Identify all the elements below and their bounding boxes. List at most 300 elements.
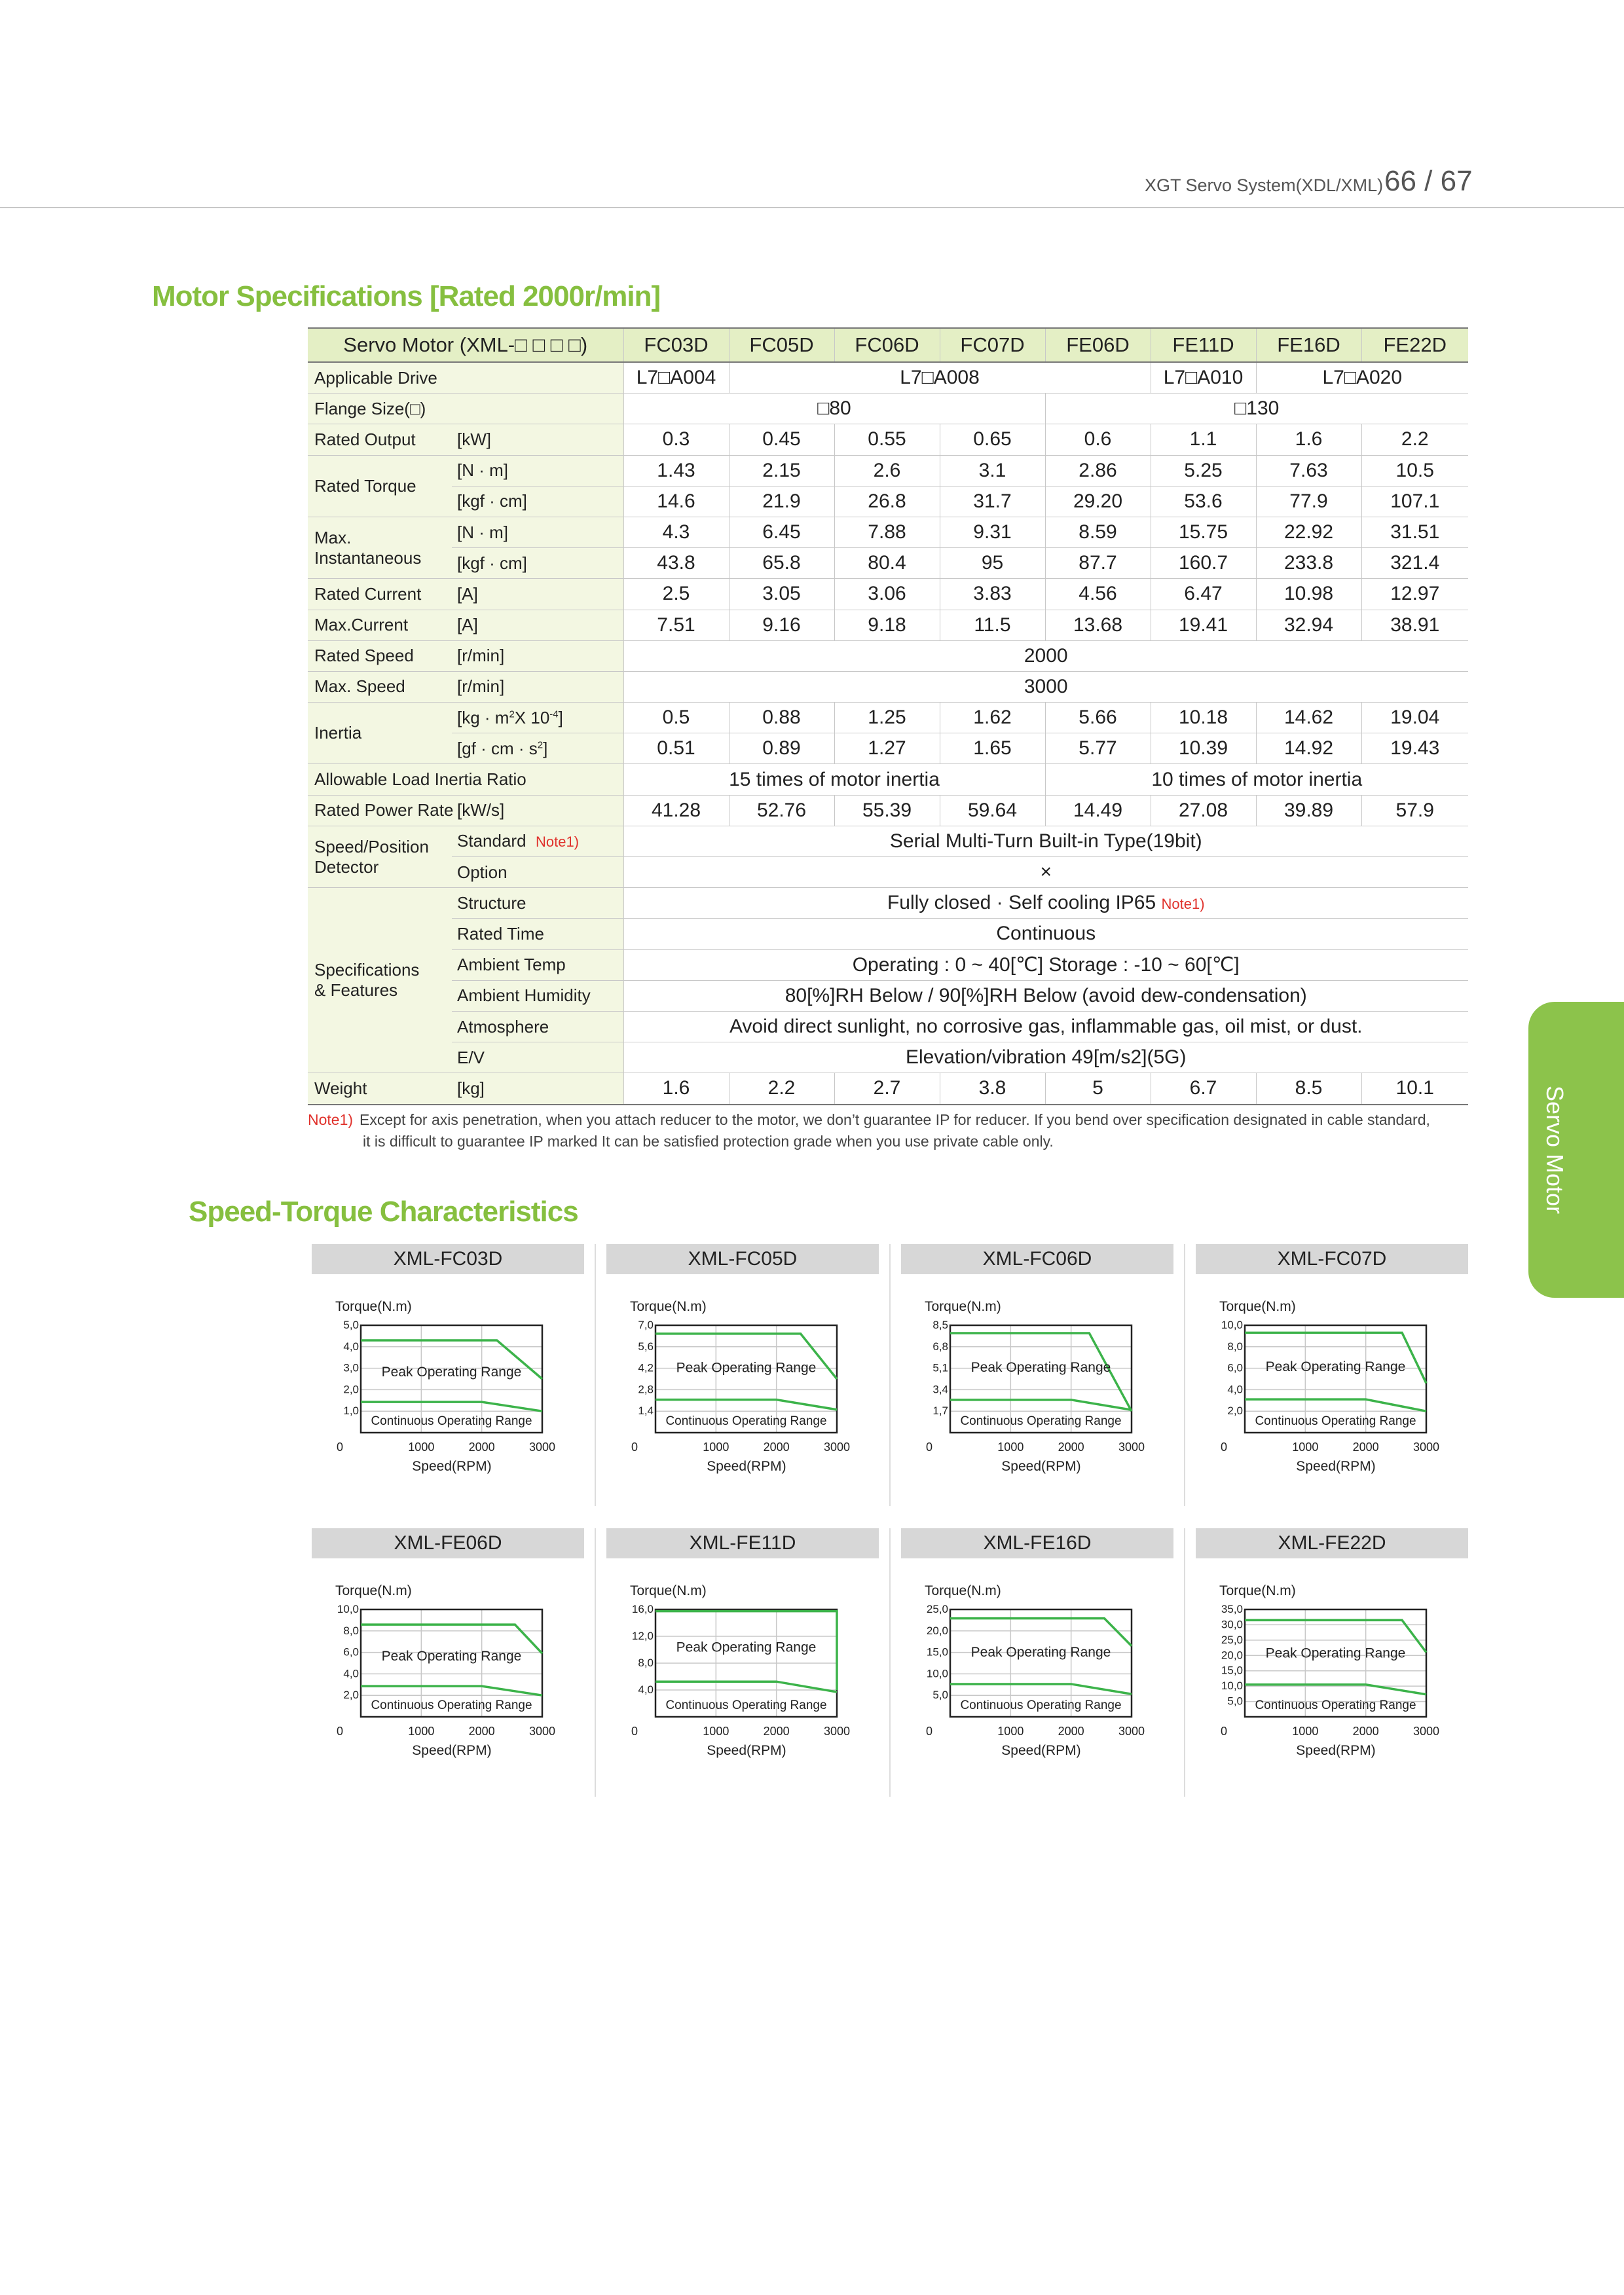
cell: 14.49: [1045, 795, 1151, 826]
footnote-line: Except for axis penetration, when you attach reducer to the motor, we don’t guarantee IP for reducer. If you bend over specification designated in cable standard,: [360, 1111, 1430, 1128]
y-axis-label: Torque(N.m): [335, 1299, 412, 1314]
x-axis-label: Speed(RPM): [1001, 1743, 1081, 1758]
continuous-range-label: Continuous Operating Range: [1255, 1698, 1416, 1712]
model-header: FE06D: [1045, 328, 1151, 362]
x-tick-label: 1000: [408, 1441, 435, 1454]
servo-motor-header: Servo Motor (XML-□ □ □ □): [308, 328, 623, 362]
cell: 6.7: [1151, 1073, 1256, 1105]
cell: 1.6: [623, 1073, 729, 1105]
cell: 21.9: [729, 486, 834, 517]
chart-title: XML-FE22D: [1196, 1528, 1468, 1558]
cell: 15 times of motor inertia: [623, 764, 1045, 795]
label-line: Instantaneous: [314, 547, 422, 568]
x-tick-label: 2000: [468, 1441, 495, 1454]
y-tick-label: 10,0: [337, 1603, 359, 1615]
continuous-range-label: Continuous Operating Range: [665, 1414, 827, 1428]
x-tick-label: 0: [925, 1441, 933, 1454]
cell: 13.68: [1045, 610, 1151, 640]
cell: 41.28: [623, 795, 729, 826]
cell: 59.64: [940, 795, 1045, 826]
cell: 0.45: [729, 424, 834, 455]
continuous-curve: [950, 1400, 1132, 1410]
cell: 39.89: [1256, 795, 1361, 826]
cell: 31.7: [940, 486, 1045, 517]
y-tick-label: 8,0: [1227, 1340, 1243, 1353]
cell: 1.27: [834, 733, 940, 764]
cell: 9.18: [834, 610, 940, 640]
cell: 14.92: [1256, 733, 1361, 764]
x-tick-label: 1000: [408, 1725, 435, 1738]
cell: 4.3: [623, 517, 729, 547]
x-tick-label: 0: [631, 1441, 638, 1454]
cell: 15.75: [1151, 517, 1256, 547]
x-tick-label: 3000: [1412, 1725, 1440, 1738]
cell: 0.55: [834, 424, 940, 455]
speed-torque-chart: [901, 1528, 1173, 1803]
row-label: Rated Current: [308, 579, 452, 610]
unit: [N · m]: [452, 517, 623, 547]
row-label: Rated Power Rate: [308, 795, 452, 826]
cell: 2.6: [834, 455, 940, 486]
cell: 10.5: [1361, 455, 1468, 486]
cell: 3.05: [729, 579, 834, 610]
y-tick-label: 15,0: [926, 1645, 948, 1659]
cell: L7□A004: [623, 362, 729, 394]
atmosphere-row: [308, 1011, 1468, 1042]
cell: 321.4: [1361, 548, 1468, 579]
cell: 3.06: [834, 579, 940, 610]
y-tick-label: 2,0: [343, 1383, 359, 1396]
cell: 80.4: [834, 548, 940, 579]
cell: 5.77: [1045, 733, 1151, 764]
cell: 2.86: [1045, 455, 1151, 486]
rated-speed-row: [308, 640, 1468, 671]
rated-torque-row: [308, 455, 1468, 486]
cell: 87.7: [1045, 548, 1151, 579]
cell: 14.6: [623, 486, 729, 517]
y-tick-label: 4,2: [638, 1361, 654, 1374]
row-label: Max.Current: [308, 610, 452, 640]
max-current-row: [308, 610, 1468, 640]
spec-section-title: Motor Specifications [Rated 2000r/min]: [152, 280, 661, 312]
x-tick-label: 3000: [1118, 1725, 1145, 1738]
unit: E/V: [452, 1042, 623, 1073]
speed-torque-chart: [901, 1244, 1173, 1519]
max-speed-row: [308, 671, 1468, 702]
y-axis-label: Torque(N.m): [1219, 1299, 1296, 1314]
rated-output-row: [308, 424, 1468, 455]
unit: Ambient Temp: [452, 949, 623, 980]
column-divider: [889, 1528, 891, 1797]
cell: 4.56: [1045, 579, 1151, 610]
cell: 0.51: [623, 733, 729, 764]
y-tick-label: 1,0: [343, 1405, 359, 1418]
cell: 2.5: [623, 579, 729, 610]
label-line: Speed/Position: [314, 836, 429, 856]
rated-current-row: [308, 579, 1468, 610]
x-axis-label: Speed(RPM): [412, 1743, 492, 1758]
cell: □130: [1045, 394, 1468, 424]
unit: Rated Time: [452, 919, 623, 949]
y-axis-label: Torque(N.m): [335, 1583, 412, 1598]
unit: Option: [452, 857, 623, 888]
cell: 8.5: [1256, 1073, 1361, 1105]
speed-torque-chart: [312, 1244, 584, 1519]
unit: Ambient Humidity: [452, 980, 623, 1011]
y-tick-label: 3,0: [343, 1361, 359, 1374]
cell: L7□A008: [729, 362, 1151, 394]
cell: 0.65: [940, 424, 1045, 455]
speed-torque-chart: [1196, 1244, 1468, 1519]
humidity-row: [308, 980, 1468, 1011]
cell: 7.51: [623, 610, 729, 640]
x-axis-label: Speed(RPM): [1296, 1459, 1376, 1474]
cell: Operating : 0 ~ 40[℃] Storage : -10 ~ 60[℃]: [623, 949, 1468, 980]
label-line: Specifications: [314, 960, 420, 980]
rated-torque-kgf-row: [308, 486, 1468, 517]
y-tick-label: 8,5: [932, 1319, 948, 1331]
cell: 19.41: [1151, 610, 1256, 640]
continuous-range-label: Continuous Operating Range: [665, 1698, 827, 1712]
cell: 9.31: [940, 517, 1045, 547]
cell: 1.25: [834, 703, 940, 733]
continuous-curve: [361, 1686, 542, 1695]
y-axis-label: Torque(N.m): [630, 1299, 707, 1314]
peak-range-label: Peak Operating Range: [676, 1360, 817, 1376]
cell: 1.65: [940, 733, 1045, 764]
continuous-curve: [655, 1400, 837, 1410]
cell: 14.62: [1256, 703, 1361, 733]
header-system-title: XGT Servo System(XDL/XML): [1145, 175, 1384, 195]
peak-range-label: Peak Operating Range: [1265, 1645, 1406, 1661]
y-tick-label: 12,0: [631, 1630, 654, 1642]
ev-row: [308, 1042, 1468, 1073]
y-tick-label: 2,0: [343, 1689, 359, 1702]
x-tick-label: 0: [336, 1441, 344, 1454]
unit: Atmosphere: [452, 1011, 623, 1042]
spec-header-row: [308, 328, 1468, 362]
y-tick-label: 3,4: [932, 1383, 948, 1396]
unit: [kgf · cm]: [452, 486, 623, 517]
x-tick-label: 3000: [823, 1441, 851, 1454]
y-tick-label: 6,8: [932, 1340, 948, 1353]
x-tick-label: 1000: [703, 1725, 729, 1738]
cell: 9.16: [729, 610, 834, 640]
cell: 10.98: [1256, 579, 1361, 610]
x-tick-label: 1000: [1292, 1441, 1319, 1454]
inertia-row: [308, 703, 1468, 733]
label-line: Detector: [314, 856, 379, 877]
model-header: FC07D: [940, 328, 1045, 362]
spec-table: [308, 327, 1468, 1105]
continuous-range-label: Continuous Operating Range: [371, 1698, 532, 1712]
power-rate-row: [308, 795, 1468, 826]
x-tick-label: 2000: [763, 1441, 790, 1454]
cell: 3.83: [940, 579, 1045, 610]
unit: [N · m]: [452, 455, 623, 486]
cell: 2.15: [729, 455, 834, 486]
y-tick-label: 5,0: [343, 1319, 359, 1331]
model-header: FC03D: [623, 328, 729, 362]
cell: 10 times of motor inertia: [1045, 764, 1468, 795]
header-rule: [0, 207, 1624, 208]
x-tick-label: 3000: [1118, 1441, 1145, 1454]
column-divider: [889, 1244, 891, 1506]
cell: 7.63: [1256, 455, 1361, 486]
structure-row: [308, 888, 1468, 919]
peak-range-label: Peak Operating Range: [1265, 1359, 1406, 1375]
cell: 52.76: [729, 795, 834, 826]
cell: 32.94: [1256, 610, 1361, 640]
cell: 10.39: [1151, 733, 1256, 764]
cell: 233.8: [1256, 548, 1361, 579]
cell: 2.2: [729, 1073, 834, 1105]
x-tick-label: 3000: [528, 1441, 556, 1454]
continuous-range-label: Continuous Operating Range: [371, 1414, 532, 1428]
cell: 10.18: [1151, 703, 1256, 733]
cell: 77.9: [1256, 486, 1361, 517]
y-tick-label: 5,0: [1227, 1695, 1243, 1708]
label-line: & Features: [314, 980, 398, 1001]
cell: □80: [623, 394, 1045, 424]
cell: 107.1: [1361, 486, 1468, 517]
unit: [kgf · cm]: [452, 548, 623, 579]
x-tick-label: 3000: [1412, 1441, 1440, 1454]
cell: Serial Multi-Turn Built-in Type(19bit): [623, 826, 1468, 856]
y-tick-label: 20,0: [926, 1624, 948, 1637]
cell: Continuous: [623, 919, 1468, 949]
y-tick-label: 2,0: [1227, 1405, 1243, 1418]
chart-plot: [901, 1558, 1173, 1803]
max-instantaneous-kgf-row: [308, 548, 1468, 579]
model-header: FE16D: [1256, 328, 1361, 362]
cell: 11.5: [940, 610, 1045, 640]
x-tick-label: 2000: [1058, 1441, 1084, 1454]
continuous-curve: [950, 1684, 1132, 1694]
curves-section-title: Speed-Torque Characteristics: [189, 1196, 578, 1228]
speed-torque-chart: [606, 1244, 879, 1519]
model-header: FE22D: [1361, 328, 1468, 362]
x-tick-label: 2000: [763, 1725, 790, 1738]
y-tick-label: 5,6: [638, 1340, 654, 1353]
unit: [A]: [452, 579, 623, 610]
cell: 0.3: [623, 424, 729, 455]
x-tick-label: 1000: [1292, 1725, 1319, 1738]
continuous-curve: [1245, 1399, 1426, 1411]
y-tick-label: 8,0: [638, 1657, 654, 1669]
y-tick-label: 16,0: [631, 1603, 654, 1615]
unit: [A]: [452, 610, 623, 640]
x-tick-label: 1000: [997, 1725, 1024, 1738]
x-tick-label: 2000: [1352, 1725, 1379, 1738]
cell: 29.20: [1045, 486, 1151, 517]
ambient-temp-row: [308, 949, 1468, 980]
cell: 1.1: [1151, 424, 1256, 455]
cell: 27.08: [1151, 795, 1256, 826]
y-axis-label: Torque(N.m): [1219, 1583, 1296, 1598]
row-label: Inertia: [308, 703, 452, 764]
chart-title: XML-FC05D: [606, 1244, 879, 1274]
applicable-drive-row: [308, 362, 1468, 394]
chart-plot: [1196, 1274, 1468, 1519]
y-tick-label: 8,0: [343, 1624, 359, 1637]
chart-title: XML-FE11D: [606, 1528, 879, 1558]
max-instantaneous-row: [308, 517, 1468, 547]
x-tick-label: 0: [1220, 1441, 1228, 1454]
peak-range-label: Peak Operating Range: [970, 1359, 1111, 1375]
cell: 22.92: [1256, 517, 1361, 547]
x-axis-label: Speed(RPM): [1296, 1743, 1376, 1758]
weight-row: [308, 1073, 1468, 1105]
y-tick-label: 4,0: [638, 1683, 654, 1696]
speed-torque-chart: [1196, 1528, 1468, 1803]
cell: Elevation/vibration 49[m/s2](5G): [623, 1042, 1468, 1073]
cell: 65.8: [729, 548, 834, 579]
model-header: FE11D: [1151, 328, 1256, 362]
cell: L7□A010: [1151, 362, 1256, 394]
x-tick-label: 2000: [468, 1725, 495, 1738]
column-divider: [595, 1528, 596, 1797]
unit: [kW/s]: [452, 795, 623, 826]
cell: 7.88: [834, 517, 940, 547]
continuous-range-label: Continuous Operating Range: [960, 1414, 1122, 1428]
y-tick-label: 10,0: [1221, 1680, 1243, 1693]
cell: 38.91: [1361, 610, 1468, 640]
chart-plot: [606, 1274, 879, 1519]
cell: 1.43: [623, 455, 729, 486]
unit: [r/min]: [452, 640, 623, 671]
cell: 3000: [623, 671, 1468, 702]
side-tab[interactable]: [1528, 1002, 1624, 1298]
load-inertia-row: [308, 764, 1468, 795]
cell: 2.7: [834, 1073, 940, 1105]
x-axis-label: Speed(RPM): [1001, 1459, 1081, 1474]
y-tick-label: 20,0: [1221, 1649, 1243, 1662]
column-divider: [595, 1244, 596, 1506]
cell: 5.66: [1045, 703, 1151, 733]
row-label: Allowable Load Inertia Ratio: [308, 764, 623, 795]
continuous-range-label: Continuous Operating Range: [1255, 1414, 1416, 1428]
chart-plot: [312, 1558, 584, 1803]
label-line: Max.: [314, 527, 352, 547]
cell: 5.25: [1151, 455, 1256, 486]
cell: 10.1: [1361, 1073, 1468, 1105]
footnote-lead: Note1): [308, 1111, 354, 1128]
note-ref: Note1): [535, 834, 580, 851]
peak-range-label: Peak Operating Range: [970, 1644, 1111, 1660]
cell: 53.6: [1151, 486, 1256, 517]
continuous-curve: [361, 1402, 542, 1411]
y-tick-label: 5,1: [932, 1361, 948, 1374]
cell: 0.6: [1045, 424, 1151, 455]
y-tick-label: 25,0: [1221, 1633, 1243, 1646]
model-header: FC05D: [729, 328, 834, 362]
y-axis-label: Torque(N.m): [630, 1583, 707, 1598]
row-label: Weight: [308, 1073, 452, 1105]
cell: 1.6: [1256, 424, 1361, 455]
y-tick-label: 15,0: [1221, 1664, 1243, 1677]
y-tick-label: 6,0: [1227, 1361, 1243, 1374]
row-label: Max. Speed: [308, 671, 452, 702]
y-tick-label: 35,0: [1221, 1603, 1243, 1615]
model-header: FC06D: [834, 328, 940, 362]
y-axis-label: Torque(N.m): [925, 1299, 1001, 1314]
cell: 26.8: [834, 486, 940, 517]
peak-range-label: Peak Operating Range: [381, 1365, 522, 1380]
continuous-range-label: Continuous Operating Range: [960, 1698, 1122, 1712]
x-axis-label: Speed(RPM): [707, 1459, 786, 1474]
unit: [kg]: [452, 1073, 623, 1105]
x-tick-label: 1000: [703, 1441, 729, 1454]
cell: Fully closed · Self cooling IP65 Note1): [623, 888, 1468, 919]
chart-plot: [312, 1274, 584, 1519]
cell: 160.7: [1151, 548, 1256, 579]
cell: 0.89: [729, 733, 834, 764]
cell: 12.97: [1361, 579, 1468, 610]
y-tick-label: 1,7: [932, 1405, 948, 1418]
peak-curve: [950, 1619, 1132, 1646]
column-divider: [1184, 1244, 1185, 1506]
cell: 95: [940, 548, 1045, 579]
unit: Structure: [452, 888, 623, 919]
row-label: [308, 888, 452, 1073]
peak-range-label: Peak Operating Range: [381, 1649, 522, 1664]
y-tick-label: 4,0: [1227, 1383, 1243, 1396]
chart-title: XML-FE06D: [312, 1528, 584, 1558]
cell: 31.51: [1361, 517, 1468, 547]
x-tick-label: 3000: [823, 1725, 851, 1738]
row-label: Flange Size(□): [308, 394, 623, 424]
x-tick-label: 0: [631, 1725, 638, 1738]
chart-plot: [1196, 1558, 1468, 1803]
cell: 2000: [623, 640, 1468, 671]
y-tick-label: 30,0: [1221, 1618, 1243, 1631]
detector-option-row: [308, 857, 1468, 888]
cell: 0.5: [623, 703, 729, 733]
y-tick-label: 10,0: [926, 1667, 948, 1680]
cell: 57.9: [1361, 795, 1468, 826]
unit: [r/min]: [452, 671, 623, 702]
cell: 19.04: [1361, 703, 1468, 733]
cell: 1.62: [940, 703, 1045, 733]
unit: [$kg \cdot m^2X$ $10^{-4}$]: [452, 703, 623, 733]
x-tick-label: 2000: [1058, 1725, 1084, 1738]
y-tick-label: 4,0: [343, 1340, 359, 1353]
x-tick-label: 0: [1220, 1725, 1228, 1738]
cell: 80[%]RH Below / 90[%]RH Below (avoid dew-condensation): [623, 980, 1468, 1011]
y-axis-label: Torque(N.m): [925, 1583, 1001, 1598]
footnote: [308, 1109, 1486, 1152]
row-label: [308, 826, 452, 887]
flange-row: [308, 394, 1468, 424]
x-tick-label: 1000: [997, 1441, 1024, 1454]
chart-title: XML-FE16D: [901, 1528, 1173, 1558]
cell: 43.8: [623, 548, 729, 579]
speed-torque-chart: [312, 1528, 584, 1803]
cell: 3.1: [940, 455, 1045, 486]
x-tick-label: 0: [925, 1725, 933, 1738]
cell: Avoid direct sunlight, no corrosive gas, inflammable gas, oil mist, or dust.: [623, 1011, 1468, 1042]
cell: 19.43: [1361, 733, 1468, 764]
row-label: [308, 517, 452, 578]
row-label: Rated Output: [308, 424, 452, 455]
cell: 6.45: [729, 517, 834, 547]
chart-title: XML-FC06D: [901, 1244, 1173, 1274]
y-tick-label: 10,0: [1221, 1319, 1243, 1331]
row-label: Applicable Drive: [308, 362, 623, 394]
cell: 0.88: [729, 703, 834, 733]
y-tick-label: 5,0: [932, 1689, 948, 1702]
